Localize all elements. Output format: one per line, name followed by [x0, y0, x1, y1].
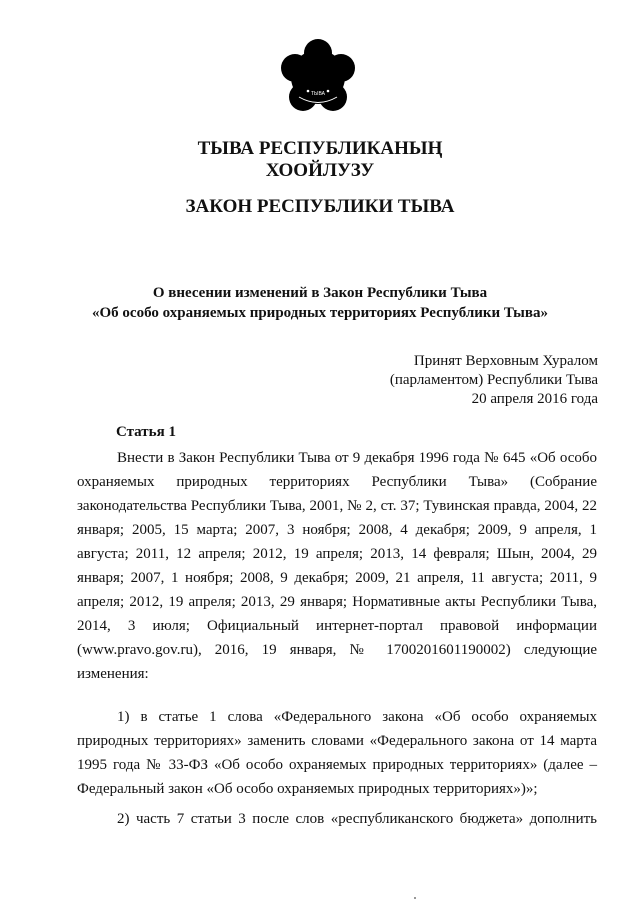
header-tyva	[0, 138, 640, 182]
scan-artifact	[414, 897, 416, 899]
amendment-item-2: 2) часть 7 статьи 3 после слов «республиканского бюджета» дополнить	[117, 811, 597, 827]
article-heading: Статья 1	[116, 424, 176, 440]
document-title	[0, 283, 640, 323]
document-title-line2: «Об особо охраняемых природных территориях Республики Тыва»	[92, 305, 548, 321]
adoption-line2: (парламентом) Республики Тыва	[389, 372, 598, 388]
amendment-item-1-block	[77, 705, 597, 801]
adoption-date: 20 апреля 2016 года	[471, 391, 598, 407]
article-intro-block	[77, 446, 597, 686]
document-title-line1: О внесении изменений в Закон Республики Тыва	[152, 285, 488, 301]
amendment-item-1: 1) в статье 1 слова «Федерального закона «Об особо охраняемых природных территориях» заменить словами «Федерального закона от 14 марта 1995 года № 33-ФЗ «Об особо охраняемых природных территориях» (далее – Федеральный закон «Об особо охраняемых природных территориях»)»;	[77, 709, 597, 797]
adoption-note	[390, 352, 598, 409]
tuva-emblem-icon	[277, 37, 359, 119]
article-intro-paragraph: Внести в Закон Республики Тыва от 9 декабря 1996 года № 645 «Об особо охраняемых природных территориях Республики Тыва» (Собрание законодательства Республики Тыва, 2001, № 2, ст. 37; Тувинская правда, 2004, 22 января; 2005, 15 марта; 2007, 3 ноября; 2008, 4 декабря; 2009, 9 апреля, 1 августа; 2011, 12 апреля; 2012, 19 апреля; 2013, 14 февраля; Шын, 2004, 29 января; 2007, 1 ноября; 2008, 9 декабря; 2009, 21 апреля, 11 августа; 2011, 9 апреля; 2012, 19 апреля; 2013, 29 января; Нормативные акты Республики Тыва, 2014, 3 июля; Официальный интернет-портал правовой информации (www.pravo.gov.ru), 2016, 19 января, № 1700201601190002) следующие изменения:	[77, 450, 597, 682]
emblem-inscription: ТЫВА	[311, 91, 325, 97]
adoption-line1: Принят Верховным Хуралом	[413, 353, 598, 369]
amendment-item-2-block	[77, 807, 597, 831]
header-tyva-line1: ТЫВА РЕСПУБЛИКАНЫҢ	[197, 138, 443, 159]
header-tyva-line2: ХООЙЛУЗУ	[265, 160, 375, 181]
law-title: ЗАКОН РЕСПУБЛИКИ ТЫВА	[185, 196, 455, 217]
